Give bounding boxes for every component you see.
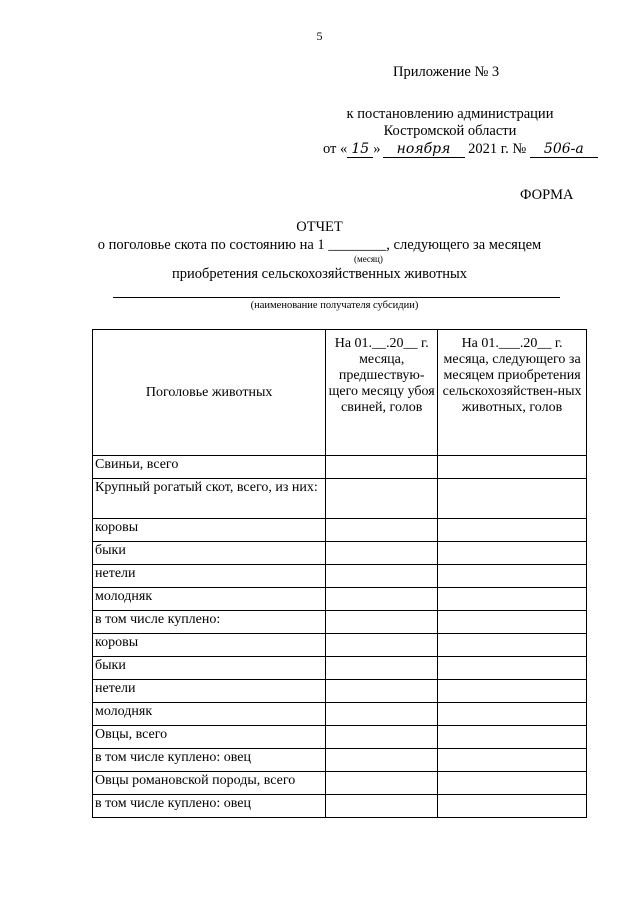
date-year: 2021 г. № (468, 141, 527, 157)
table-row (93, 749, 587, 772)
row-label: Овцы, всего (93, 726, 326, 749)
report-title: ОТЧЕТ (296, 219, 343, 235)
table-row (93, 542, 587, 565)
row-label: быки (93, 657, 326, 680)
table-row (93, 657, 587, 680)
report-subtitle-line2: приобретения сельскохозяйственных животных (171, 266, 468, 282)
month-note: (месяц) (354, 254, 383, 264)
cell-after-purchase[interactable] (438, 795, 587, 818)
row-label: коровы (93, 634, 326, 657)
cell-before-slaughter[interactable] (326, 795, 438, 818)
row-label: молодняк (93, 703, 326, 726)
cell-after-purchase[interactable] (438, 749, 587, 772)
date-mid: » (373, 141, 381, 157)
table-header-row (93, 330, 587, 456)
cell-before-slaughter[interactable] (326, 680, 438, 703)
recipient-name-line (113, 297, 560, 298)
table-row (93, 588, 587, 611)
form-label: ФОРМА (520, 187, 574, 203)
table-row (93, 519, 587, 542)
cell-before-slaughter[interactable] (326, 772, 438, 795)
date-month: ноября (383, 142, 465, 158)
cell-before-slaughter[interactable] (326, 542, 438, 565)
table-row (93, 611, 587, 634)
row-label: молодняк (93, 588, 326, 611)
cell-after-purchase[interactable] (438, 772, 587, 795)
cell-after-purchase[interactable] (438, 479, 587, 519)
cell-before-slaughter[interactable] (326, 634, 438, 657)
cell-before-slaughter[interactable] (326, 565, 438, 588)
row-label: Крупный рогатый скот, всего, из них: (93, 479, 326, 519)
row-label: в том числе куплено: овец (93, 749, 326, 772)
table-row (93, 726, 587, 749)
table-row (93, 795, 587, 818)
row-label: Свиньи, всего (93, 456, 326, 479)
table-row (93, 456, 587, 479)
cell-after-purchase[interactable] (438, 588, 587, 611)
row-label: Овцы романовской породы, всего (93, 772, 326, 795)
report-subtitle: о поголовье скота по состоянию на 1 ________, следующего за месяцем (97, 237, 542, 253)
cell-after-purchase[interactable] (438, 519, 587, 542)
cell-before-slaughter[interactable] (326, 456, 438, 479)
row-label: в том числе куплено: (93, 611, 326, 634)
cell-after-purchase[interactable] (438, 456, 587, 479)
cell-before-slaughter[interactable] (326, 588, 438, 611)
row-label: нетели (93, 680, 326, 703)
cell-before-slaughter[interactable] (326, 703, 438, 726)
date-prefix: от « (323, 141, 348, 157)
decree-line-1: к постановлению администрации (346, 106, 554, 122)
cell-before-slaughter[interactable] (326, 611, 438, 634)
recipient-note: (наименование получателя субсидии) (250, 300, 419, 311)
appendix-label: Приложение № 3 (393, 64, 500, 80)
cell-before-slaughter[interactable] (326, 519, 438, 542)
cell-after-purchase[interactable] (438, 565, 587, 588)
table-row (93, 772, 587, 795)
table-row (93, 479, 587, 519)
table-row (93, 565, 587, 588)
livestock-table (92, 329, 587, 818)
decree-date-line (323, 141, 598, 158)
row-label: коровы (93, 519, 326, 542)
cell-after-purchase[interactable] (438, 657, 587, 680)
decree-number: 506-а (530, 142, 598, 158)
header-livestock: Поголовье животных (93, 330, 326, 456)
cell-after-purchase[interactable] (438, 542, 587, 565)
cell-before-slaughter[interactable] (326, 749, 438, 772)
cell-after-purchase[interactable] (438, 634, 587, 657)
decree-line-2: Костромской области (383, 123, 517, 139)
cell-before-slaughter[interactable] (326, 657, 438, 680)
cell-before-slaughter[interactable] (326, 479, 438, 519)
row-label: быки (93, 542, 326, 565)
cell-after-purchase[interactable] (438, 680, 587, 703)
cell-after-purchase[interactable] (438, 703, 587, 726)
page-number: 5 (316, 29, 323, 43)
table-row (93, 634, 587, 657)
table-row (93, 680, 587, 703)
date-day: 15 (347, 142, 373, 158)
decree-reference (300, 106, 600, 140)
row-label: в том числе куплено: овец (93, 795, 326, 818)
table-body (93, 456, 587, 818)
table-row (93, 703, 587, 726)
cell-before-slaughter[interactable] (326, 726, 438, 749)
cell-after-purchase[interactable] (438, 726, 587, 749)
cell-after-purchase[interactable] (438, 611, 587, 634)
header-before-slaughter: На 01.__.20__ г. месяца, предшествую-щего месяцу убоя свиней, голов (326, 330, 438, 456)
header-after-purchase: На 01.___.20__ г. месяца, следующего за месяцем приобретения сельскохозяйствен-ных животных, голов (438, 330, 587, 456)
row-label: нетели (93, 565, 326, 588)
